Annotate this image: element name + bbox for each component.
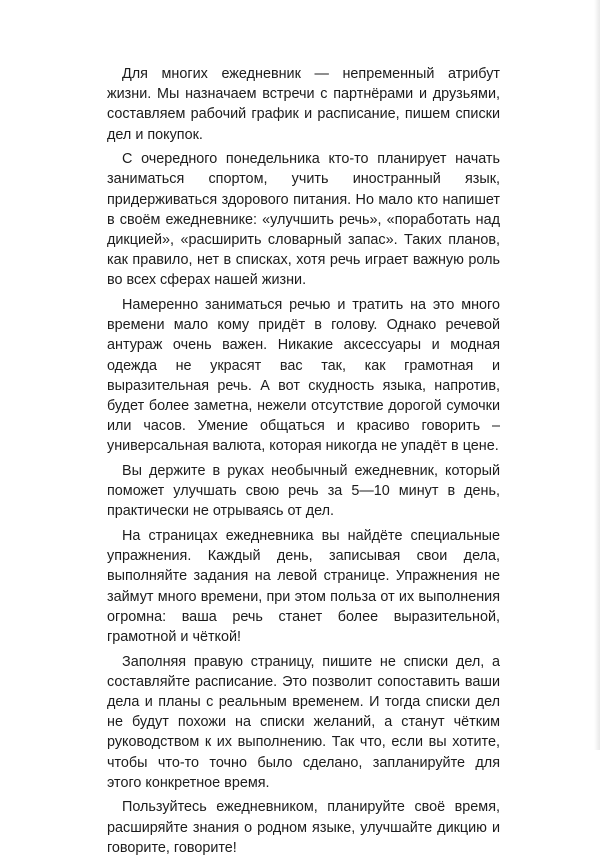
paragraph-7: Пользуйтесь ежедневником, планируйте своё время, расширяйте знания о родном языке, улучшайте дикцию и говорите, говорите!: [107, 799, 500, 856]
paragraph-4: Вы держите в руках необычный ежедневник, который поможет улучшать свою речь за 5—10 минут в день, практически не отрываясь от дел.: [107, 463, 500, 520]
paragraph-3: Намеренно заниматься речью и тратить на это много времени мало кому придёт в голову. Однако речевой антураж очень важен. Никакие аксессуары и модная одежда не украсят вас так, как грамотная и выразительная речь. А вот скудность языка, напротив, будет более заметна, нежели отсутствие дорогой сумочки или часов. Умение общаться и красиво говорить – универсальная валюта, которая никогда не упадёт в цене.: [107, 297, 500, 455]
page-edge-shadow: [594, 0, 600, 750]
paragraph-1: Для многих ежедневник — непременный атрибут жизни. Мы назначаем встречи с партнёрами и друзьями, составляем рабочий график и расписание, пишем списки дел и покупок.: [107, 66, 500, 143]
paragraph-6: Заполняя правую страницу, пишите не списки дел, а составляйте расписание. Это позволит сопоставить ваши дела и планы с реальным временем. И тогда списки дел не будут похожи на списки желаний, а станут чётким руководством к их выполнению. Так что, если вы хотите, чтобы что-то точно было сделано, запланируйте для этого конкретное время.: [107, 653, 500, 791]
paragraph-2: С очередного понедельника кто-то планирует начать заниматься спортом, учить иностранный язык, придерживаться здорового питания. Но мало кто напишет в своём ежедневнике: «улучшить речь», «поработать над дикцией», «расширить словарный запас». Таких планов, как правило, нет в списках, хотя речь играет важную роль во всех сферах нашей жизни.: [107, 151, 500, 289]
paragraph-5: На страницах ежедневника вы найдёте специальные упражнения. Каждый день, записывая свои дела, выполняйте задания на левой странице. Упражнения не займут много времени, при этом польза от их выполнения огромна: ваша речь станет более выразительной, грамотной и чёткой!: [107, 528, 500, 646]
body-text: [107, 64, 500, 862]
